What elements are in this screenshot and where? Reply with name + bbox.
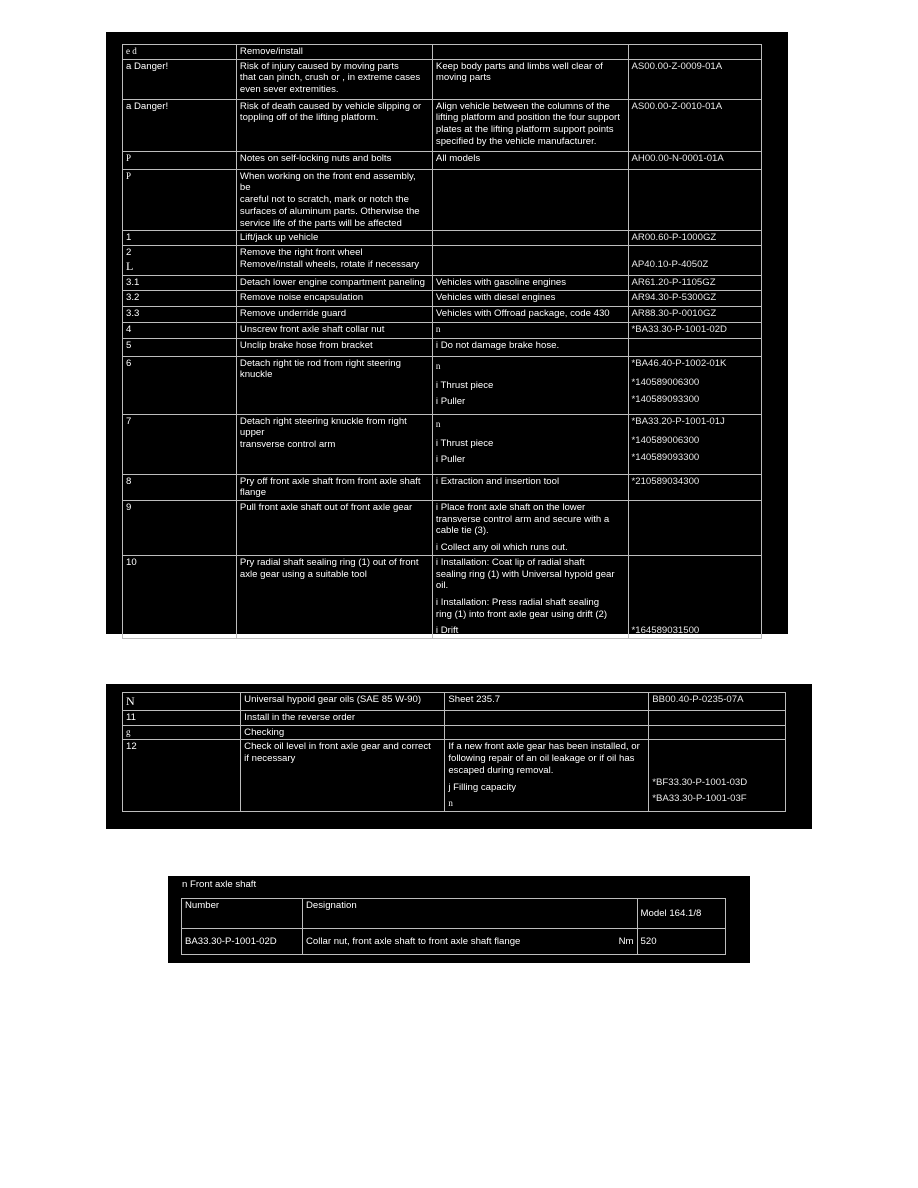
text-line: toppling off of the lifting platform.	[239, 112, 379, 124]
step-number: 8	[123, 474, 237, 500]
step-text: Lift/jack up vehicle	[236, 231, 432, 246]
text-line: lifting platform and position the four support	[435, 112, 620, 124]
torque-symbol: n	[432, 322, 628, 338]
reference-link[interactable]: AS00.00-Z-0010-01A	[628, 99, 762, 151]
checking-symbol: g	[123, 725, 241, 740]
torque-symbol: n	[448, 798, 453, 809]
reference-link[interactable]	[628, 356, 762, 414]
text-line: If a new front axle gear has been installed, or	[448, 741, 640, 753]
torque-section-title: n Front axle shaft	[182, 879, 257, 890]
step-number: 9	[123, 501, 237, 556]
step-number	[123, 245, 237, 275]
tool-line: i Thrust piece	[435, 379, 494, 391]
table-row	[123, 99, 762, 151]
step-text	[241, 740, 445, 812]
text-line: service life of the parts will be affected	[239, 217, 402, 229]
text-line: Check oil level in front axle gear and correct	[244, 741, 431, 753]
torque-panel	[168, 876, 750, 963]
text-line: Detach right tie rod from right steering	[239, 357, 401, 369]
tool-line: i Puller	[435, 454, 466, 466]
reference-link[interactable]	[628, 245, 762, 275]
reference-link[interactable]: AR00.60-P-1000GZ	[628, 231, 762, 246]
reference-link[interactable]: AS00.00-Z-0009-01A	[628, 59, 762, 99]
step-note	[432, 414, 628, 474]
text-line: axle gear using a suitable tool	[239, 568, 367, 580]
step-note	[445, 740, 649, 812]
table-row	[123, 290, 762, 306]
step-number: 3.2	[123, 290, 237, 306]
step-text: Install in the reverse order	[241, 711, 445, 726]
tool-number[interactable]: *140589006300	[631, 435, 700, 447]
reference-cell	[649, 711, 786, 726]
step-note: i Extraction and insertion tool	[432, 474, 628, 500]
torque-designation	[303, 929, 638, 955]
header-symbols: e d	[123, 45, 237, 60]
step-text: Notes on self-locking nuts and bolts	[236, 151, 432, 169]
tool-number[interactable]: *140589093300	[631, 452, 700, 464]
table-row	[123, 725, 786, 740]
text-line: that can pinch, crush or , in extreme cases	[239, 72, 421, 84]
oil-symbol: N	[123, 693, 241, 711]
reference-cell	[628, 501, 762, 556]
step-text	[236, 356, 432, 414]
text-line: j Filling capacity	[448, 781, 517, 793]
reference-link[interactable]: BB00.40-P-0235-07A	[649, 693, 786, 711]
table-row	[123, 356, 762, 414]
step-note	[445, 711, 649, 726]
step-note	[445, 725, 649, 740]
tool-line: i Thrust piece	[435, 437, 494, 449]
note-symbol: P	[123, 169, 237, 231]
torque-header-designation: Designation	[303, 899, 638, 929]
step-text: Remove underride guard	[236, 306, 432, 322]
step-number: 4	[123, 322, 237, 338]
text-line: transverse control arm	[239, 439, 336, 451]
designation-text: Collar nut, front axle shaft to front axle shaft flange	[306, 935, 521, 947]
step-note: Vehicles with Offroad package, code 430	[432, 306, 628, 322]
table-row	[123, 151, 762, 169]
procedure-panel-2	[106, 684, 812, 829]
step-note	[432, 169, 628, 231]
step-number: 1	[123, 231, 237, 246]
reference-code[interactable]: *BA46.40-P-1002-01K	[631, 357, 727, 369]
step-note	[432, 99, 628, 151]
table-row	[123, 306, 762, 322]
step-note: Sheet 235.7	[445, 693, 649, 711]
reference-link[interactable]: *210589034300	[628, 474, 762, 500]
reference-link[interactable]: AR94.30-P-5300GZ	[628, 290, 762, 306]
text-line: Align vehicle between the columns of the	[435, 100, 610, 112]
text-line: following repair of an oil leakage or if oil has	[448, 753, 635, 765]
tool-number[interactable]: *140589006300	[631, 377, 700, 389]
text-line: Remove/install wheels, rotate if necessary	[239, 258, 420, 270]
step-number: 10	[123, 555, 237, 638]
table-row	[123, 414, 762, 474]
step-text: Universal hypoid gear oils (SAE 85 W-90)	[241, 693, 445, 711]
reference-code[interactable]: *BA33.20-P-1001-01J	[631, 415, 725, 427]
step-note: Vehicles with diesel engines	[432, 290, 628, 306]
danger-label: a Danger!	[123, 99, 237, 151]
text-line: cable tie (3).	[435, 525, 489, 537]
table-row	[123, 322, 762, 338]
step-text: Detach lower engine compartment paneling	[236, 275, 432, 290]
text-line: escaped during removal.	[448, 764, 554, 776]
text-line: careful not to scratch, mark or notch the	[239, 194, 409, 206]
step-text	[236, 245, 432, 275]
table-row	[123, 59, 762, 99]
torque-header-model: Model 164.1/8	[637, 899, 725, 929]
text-line: plates at the lifting platform support points	[435, 124, 614, 136]
reference-code[interactable]: *BA33.30-P-1001-03F	[652, 793, 747, 805]
text-line: i Collect any oil which runs out.	[435, 542, 568, 554]
header-reference	[628, 45, 762, 60]
text-line: even sever extremities.	[239, 84, 339, 96]
reference-code[interactable]: AP40.10-P-4050Z	[631, 258, 709, 270]
step-note	[432, 501, 628, 556]
procedure-panel-1	[106, 32, 788, 637]
table-row	[123, 338, 762, 356]
reference-link[interactable]: AR88.30-P-0010GZ	[628, 306, 762, 322]
table-row	[123, 275, 762, 290]
reference-link[interactable]: AH00.00-N-0001-01A	[628, 151, 762, 169]
text-line: Detach right steering knuckle from right upper	[239, 415, 407, 439]
step-note	[432, 245, 628, 275]
torque-symbol: n	[435, 360, 441, 371]
step-note: All models	[432, 151, 628, 169]
text-line: transverse control arm and secure with a	[435, 513, 610, 525]
tool-line: i Drift	[435, 625, 459, 637]
step-text: Checking	[241, 725, 445, 740]
step-text: Pull front axle shaft out of front axle gear	[236, 501, 432, 556]
step-number: 5	[123, 338, 237, 356]
reference-link[interactable]: AR61.20-P-1105GZ	[628, 275, 762, 290]
torque-value: 520	[637, 929, 725, 955]
step-number: 6	[123, 356, 237, 414]
text-line: Risk of death caused by vehicle slipping or	[239, 100, 422, 112]
text-line: Risk of injury caused by moving parts	[239, 60, 399, 72]
step-note	[432, 59, 628, 99]
step-note: i Do not damage brake hose.	[432, 338, 628, 356]
text-line: i Place front axle shaft on the lower	[435, 502, 586, 514]
step-text	[236, 59, 432, 99]
procedure-table-1	[122, 44, 762, 639]
reference-link[interactable]	[628, 555, 762, 638]
note-symbol: P	[123, 151, 237, 169]
text-line: flange	[239, 487, 267, 499]
torque-symbol: n	[435, 418, 441, 429]
table-row	[123, 231, 762, 246]
reference-code[interactable]: *BF33.30-P-1001-03D	[652, 776, 748, 788]
reference-link[interactable]: *BA33.30-P-1001-02D	[628, 322, 762, 338]
torque-unit: Nm	[618, 935, 634, 947]
link-symbol: L	[126, 258, 134, 273]
step-text: Unclip brake hose from bracket	[236, 338, 432, 356]
text-line: i Installation: Press radial shaft sealing	[435, 596, 600, 608]
reference-link[interactable]	[628, 414, 762, 474]
step-text	[236, 474, 432, 500]
text-line: knuckle	[239, 369, 273, 381]
step-number: 3.1	[123, 275, 237, 290]
reference-link[interactable]	[649, 740, 786, 812]
step-number: 3.3	[123, 306, 237, 322]
reference-cell	[628, 169, 762, 231]
step-text	[236, 414, 432, 474]
step-text	[236, 169, 432, 231]
torque-number[interactable]: BA33.30-P-1001-02D	[182, 929, 303, 955]
text-line: sealing ring (1) with Universal hypoid gear oil.	[435, 568, 615, 592]
table-row	[123, 169, 762, 231]
text-line: if necessary	[244, 753, 296, 765]
table-row	[123, 555, 762, 638]
torque-header-row	[182, 899, 726, 929]
reference-cell	[628, 338, 762, 356]
table-row	[123, 693, 786, 711]
step-number: 12	[123, 740, 241, 812]
text-line: specified by the vehicle manufacturer.	[435, 135, 597, 147]
step-text: Remove noise encapsulation	[236, 290, 432, 306]
text-line: ring (1) into front axle gear using drift (2)	[435, 608, 608, 620]
header-notes	[432, 45, 628, 60]
header-operation: Remove/install	[236, 45, 432, 60]
step-number-text: 2	[126, 246, 132, 258]
text-line: When working on the front end assembly, be	[239, 170, 416, 194]
text-line: i Installation: Coat lip of radial shaft	[435, 556, 585, 568]
text-line: Pry radial shaft sealing ring (1) out of front	[239, 556, 419, 568]
procedure-table-2	[122, 692, 786, 812]
step-text: Unscrew front axle shaft collar nut	[236, 322, 432, 338]
table-row	[123, 501, 762, 556]
step-note: Vehicles with gasoline engines	[432, 275, 628, 290]
table-header-row	[123, 45, 762, 60]
danger-label: a Danger!	[123, 59, 237, 99]
text-line: Keep body parts and limbs well clear of	[435, 60, 603, 72]
table-row	[123, 474, 762, 500]
text-line: Pry off front axle shaft from front axle shaft	[239, 475, 421, 487]
text-line: Remove the right front wheel	[239, 246, 363, 258]
text-line: surfaces of aluminum parts. Otherwise the	[239, 205, 420, 217]
table-row	[123, 740, 786, 812]
table-row	[182, 929, 726, 955]
table-row	[123, 711, 786, 726]
torque-table	[181, 898, 726, 955]
step-note	[432, 356, 628, 414]
step-note	[432, 231, 628, 246]
text-line: moving parts	[435, 72, 491, 84]
tool-number[interactable]: *140589093300	[631, 394, 700, 406]
step-number: 11	[123, 711, 241, 726]
step-note	[432, 555, 628, 638]
table-row	[123, 245, 762, 275]
reference-cell	[649, 725, 786, 740]
tool-line: i Puller	[435, 396, 466, 408]
tool-number[interactable]: *164589031500	[631, 625, 700, 637]
step-text	[236, 555, 432, 638]
step-number: 7	[123, 414, 237, 474]
step-text	[236, 99, 432, 151]
torque-header-number: Number	[182, 899, 303, 929]
